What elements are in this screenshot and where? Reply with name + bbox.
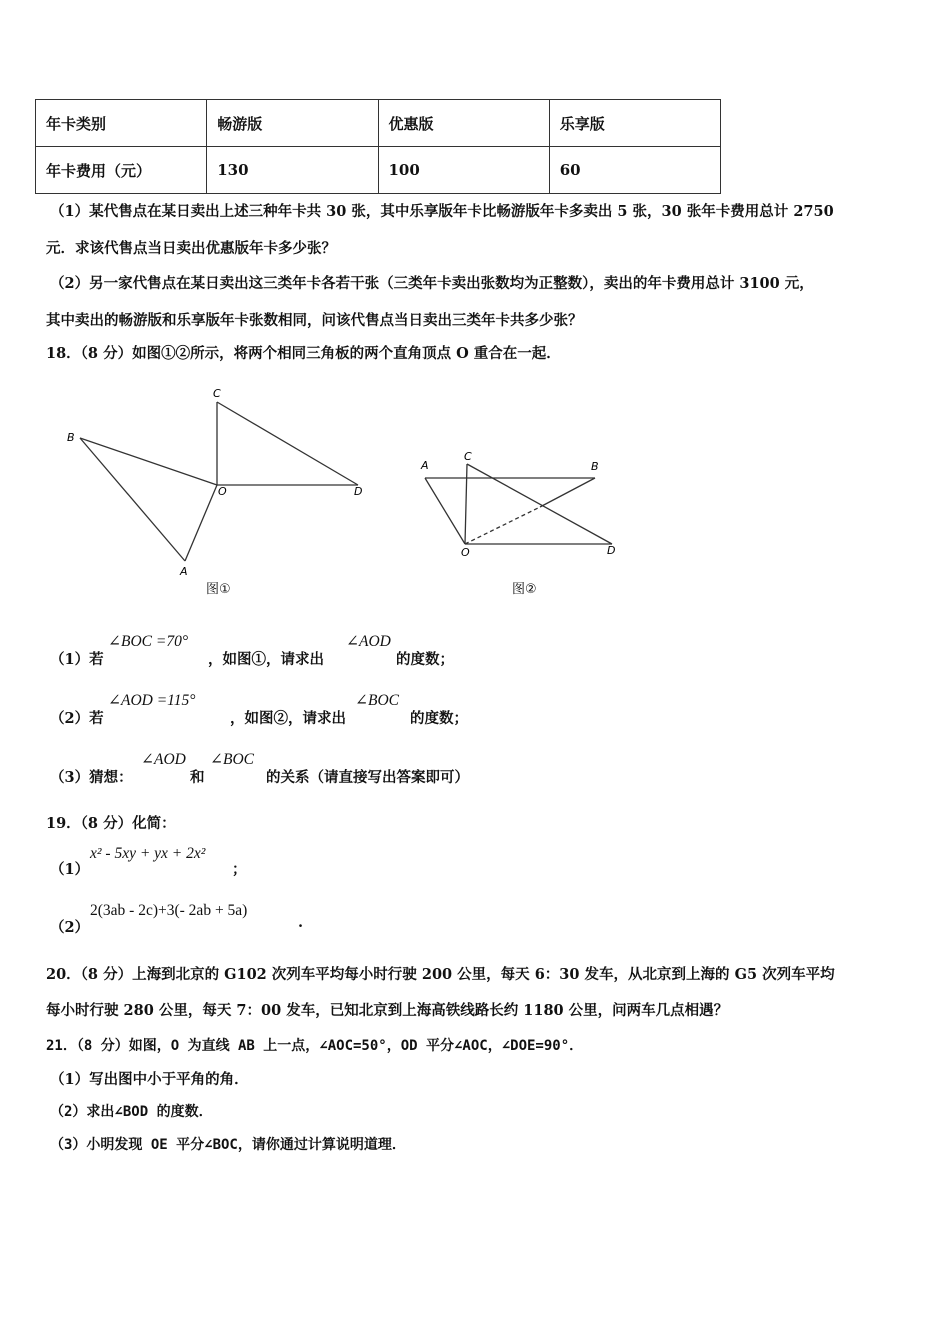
table-cell: 年卡类别 — [36, 100, 207, 147]
label-a: A — [180, 565, 188, 578]
q20-line2: 每小时行驶 280 公里，每天 7：00 发车，已知北京到上海高铁线路长约 1180 公里，问两车几点相遇？ — [46, 1002, 729, 1019]
q18-part1-math-aod: ∠AOD — [346, 633, 391, 650]
table-row — [36, 147, 721, 194]
label-b: B — [67, 431, 75, 444]
table-row — [36, 100, 721, 147]
q20-line1: 20．（8 分）上海到北京的 G102 次列车平均每小时行驶 200 公里，每天 6：30 发车，从北京到上海的 G5 次列车平均 — [46, 966, 835, 983]
segment-b-mid — [540, 478, 595, 507]
segment-ao — [185, 485, 217, 561]
q19-part1-label: （1） — [50, 861, 90, 878]
table-cell: 乐享版 — [549, 100, 720, 147]
table-cell: 130 — [207, 147, 378, 194]
q19-part2-end: . — [298, 914, 304, 931]
q18-part1-math-boc: ∠BOC =70° — [108, 633, 189, 650]
q19-stem: 19．（8 分）化简： — [46, 815, 176, 832]
q21-part1: （1）写出图中小于平角的角． — [50, 1071, 249, 1088]
label-o: O — [461, 546, 470, 559]
q18-figure-1 — [60, 385, 380, 580]
q18-part1-suffix: 的度数； — [396, 651, 454, 668]
q19-part2-label: （2） — [50, 919, 90, 936]
q18-part2-mid: ，如图②，请求出 — [230, 710, 346, 727]
q19-part2-expression: 2(3ab - 2c)+3(- 2ab + 5a) — [90, 902, 248, 919]
q18-part2-math-aod: ∠AOD =115° — [108, 692, 196, 709]
segment-cd — [217, 402, 358, 485]
q18-part3-math-boc: ∠BOC — [210, 751, 254, 768]
q17-part1-line2: 元．求该代售点当日卖出优惠版年卡多少张？ — [46, 240, 336, 257]
segment-ob-dashed — [465, 507, 540, 544]
q18-part2-suffix: 的度数； — [410, 710, 468, 727]
annual-card-fee-table — [35, 99, 721, 194]
q18-part2-prefix: （2）若 — [50, 710, 104, 727]
q18-part3-suffix: 的关系（请直接写出答案即可） — [266, 769, 469, 786]
label-c: C — [464, 450, 472, 463]
q17-part1-line1: （1）某代售点在某日卖出上述三种年卡共 30 张，其中乐享版年卡比畅游版年卡多卖出 5 张，30 张年卡费用总计 2750 — [50, 203, 834, 220]
label-d: D — [607, 544, 616, 557]
q18-stem: 18．（8 分）如图①②所示，将两个相同三角板的两个直角顶点 O 重合在一起． — [46, 345, 561, 362]
label-c: C — [213, 387, 221, 400]
segment-oc — [465, 464, 467, 544]
label-o: O — [218, 485, 227, 498]
q21-stem: 21．（8 分）如图，O 为直线 AB 上一点，∠AOC=50°，OD 平分∠AOC，∠DOE=90°． — [46, 1038, 584, 1054]
segment-ao — [425, 478, 465, 544]
q19-part1-expression: x² - 5xy + yx + 2x² — [90, 845, 206, 862]
q17-part2-line2: 其中卖出的畅游版和乐享版年卡张数相同，问该代售点当日卖出三类年卡共多少张？ — [46, 312, 583, 329]
q18-part3-mid: 和 — [190, 769, 205, 786]
q21-part2: （2）求出∠BOD 的度数． — [50, 1104, 213, 1120]
figure-2-caption: 图② — [512, 582, 537, 597]
label-d: D — [354, 485, 363, 498]
table-cell: 畅游版 — [207, 100, 378, 147]
segment-cd — [467, 464, 612, 544]
label-b: B — [591, 460, 599, 473]
q18-part1-mid: ，如图①，请求出 — [208, 651, 324, 668]
table-cell: 优惠版 — [378, 100, 549, 147]
q21-part3: （3）小明发现 OE 平分∠BOC，请你通过计算说明道理． — [50, 1137, 406, 1153]
q18-figure-2 — [415, 448, 630, 563]
figure-1-caption: 图① — [206, 582, 231, 597]
q19-part1-end: ； — [232, 861, 247, 878]
q18-part3-math-aod: ∠AOD — [141, 751, 186, 768]
q18-part3-prefix: （3）猜想： — [50, 769, 133, 786]
q18-part2-math-boc: ∠BOC — [355, 692, 399, 709]
q18-part1-prefix: （1）若 — [50, 651, 104, 668]
table-cell: 100 — [378, 147, 549, 194]
label-a: A — [421, 459, 429, 472]
q17-part2-line1: （2）另一家代售点在某日卖出这三类年卡各若干张（三类年卡卖出张数均为正整数），卖出的年卡费用总计 3100 元， — [50, 275, 814, 292]
table-cell: 60 — [549, 147, 720, 194]
table-cell: 年卡费用（元） — [36, 147, 207, 194]
